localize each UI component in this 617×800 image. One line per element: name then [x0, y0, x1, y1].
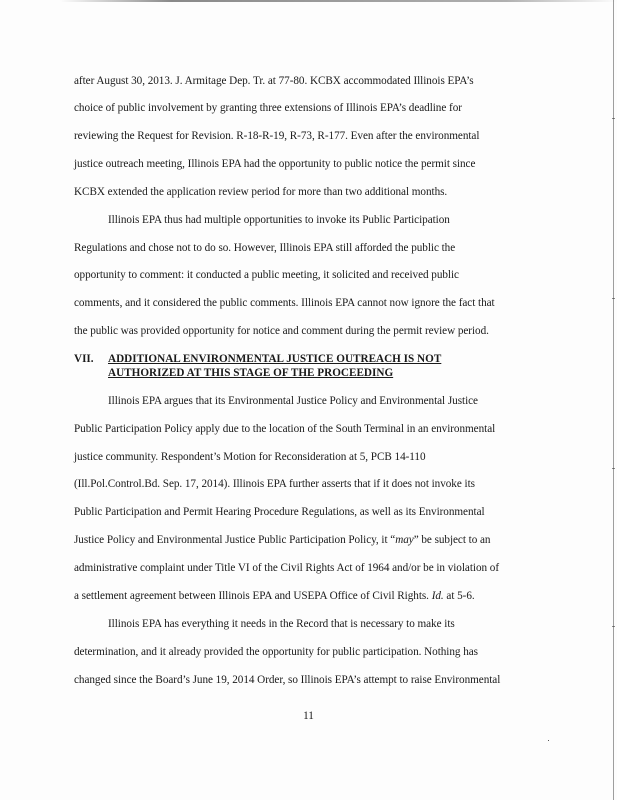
scan-speck	[548, 740, 549, 741]
citation-id: Id.	[431, 590, 444, 602]
scan-mark	[612, 118, 615, 119]
body-line: reviewing the Request for Revision. R-18-R-19, R-73, R-177. Even after the environmental	[74, 130, 480, 142]
body-line-id	[74, 589, 475, 603]
body-line: Public Participation Policy apply due to the location of the South Terminal in an environmental	[74, 423, 496, 435]
body-line-may	[74, 533, 490, 547]
body-line: the public was provided opportunity for notice and comment during the permit review period.	[74, 325, 489, 337]
body-line: Illinois EPA thus had multiple opportunities to invoke its Public Participation	[108, 214, 450, 226]
scan-mark	[612, 298, 615, 299]
body-line: Regulations and chose not to do so. However, Illinois EPA still afforded the public the	[74, 242, 456, 254]
scan-mark	[612, 626, 615, 627]
body-line: after August 30, 2013. J. Armitage Dep. Tr. at 77-80. KCBX accommodated Illinois EPA’s	[74, 75, 474, 87]
section-heading-line2: AUTHORIZED AT THIS STAGE OF THE PROCEEDING	[108, 367, 394, 379]
section-number: VII.	[74, 353, 94, 365]
text-run: at 5-6.	[443, 590, 475, 602]
text-run: Justice Policy and Environmental Justice Public Participation Policy, it “	[74, 534, 396, 546]
scan-edge-top	[60, 0, 617, 2]
section-heading-line1: ADDITIONAL ENVIRONMENTAL JUSTICE OUTREACH IS NOT	[108, 353, 442, 365]
body-line: Illinois EPA argues that its Environmental Justice Policy and Environmental Justice	[108, 395, 478, 407]
body-line: comments, and it considered the public comments. Illinois EPA cannot now ignore the fact that	[74, 297, 495, 309]
page-number: 11	[303, 710, 314, 722]
body-line: (Ill.Pol.Control.Bd. Sep. 17, 2014). Illinois EPA further asserts that if it does not invoke its	[74, 478, 475, 490]
body-line: Public Participation and Permit Hearing Procedure Regulations, as well as its Environmental	[74, 506, 485, 518]
body-line: justice outreach meeting, Illinois EPA had the opportunity to public notice the permit since	[74, 158, 476, 170]
body-line: determination, and it already provided the opportunity for public participation. Nothing has	[74, 646, 478, 658]
text-run: a settlement agreement between Illinois EPA and USEPA Office of Civil Rights.	[74, 590, 432, 602]
body-line: administrative complaint under Title VI of the Civil Rights Act of 1964 and/or be in violation of	[74, 562, 499, 574]
body-line: opportunity to comment: it conducted a public meeting, it solicited and received public	[74, 269, 459, 281]
body-line: Illinois EPA has everything it needs in the Record that is necessary to make its	[108, 618, 455, 630]
body-line: KCBX extended the application review period for more than two additional months.	[74, 186, 448, 198]
emphasis-may: may	[395, 534, 414, 546]
body-line: justice community. Respondent’s Motion for Reconsideration at 5, PCB 14-110	[74, 451, 426, 463]
body-line: changed since the Board’s June 19, 2014 Order, so Illinois EPA’s attempt to raise Environmental	[74, 674, 501, 686]
scan-mark	[612, 468, 615, 469]
text-run: ” be subject to an	[413, 534, 491, 546]
scan-edge-right	[613, 0, 614, 800]
body-line: choice of public involvement by granting three extensions of Illinois EPA’s deadline for	[74, 102, 462, 114]
